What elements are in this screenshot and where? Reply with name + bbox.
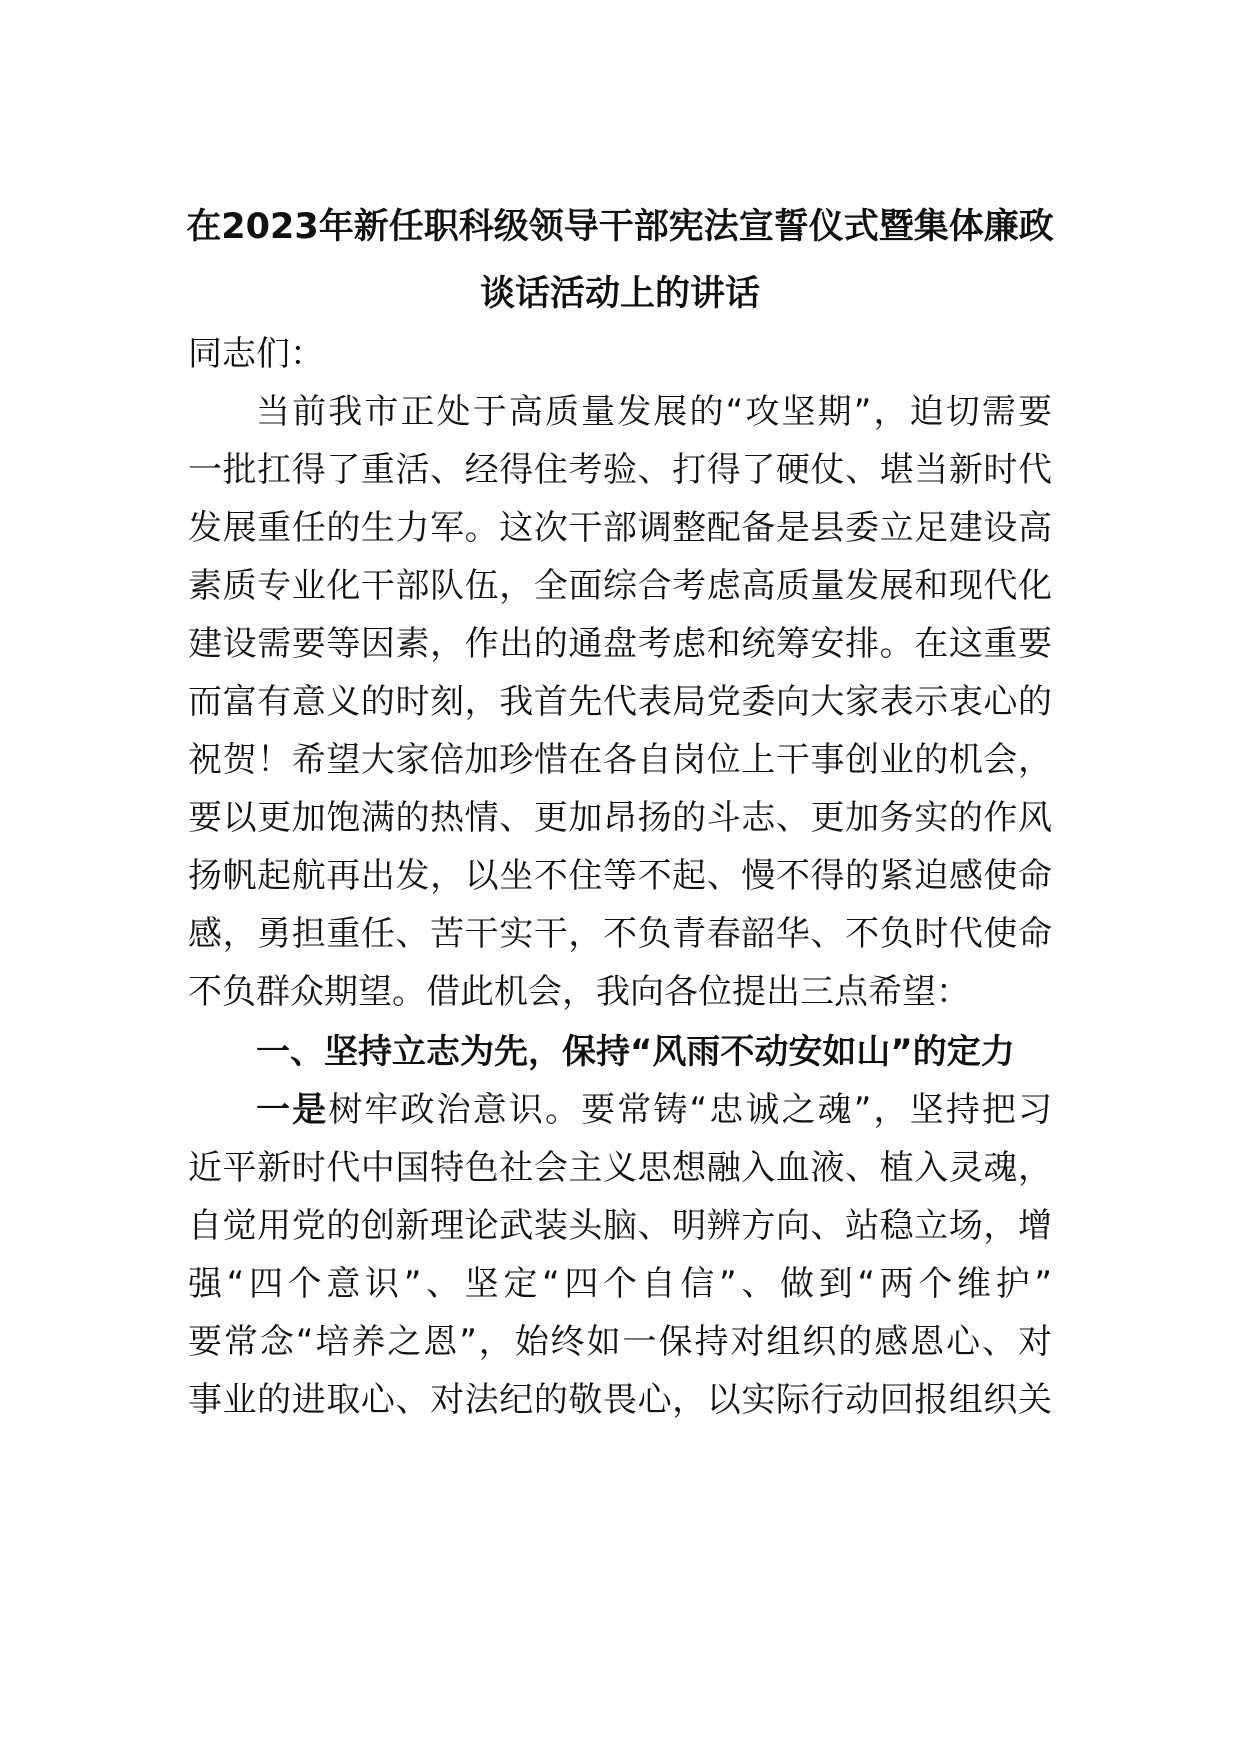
paragraph-line: 事业的进取心、对法纪的敬畏心，以实际行动回报组织关 [188, 1380, 1052, 1420]
paragraph-line: 建设需要等因素，作出的通盘考虑和统筹安排。在这重要 [188, 624, 1052, 664]
section-heading: 一、坚持立志为先，保持“风雨不动安如山”的定力 [256, 1032, 1015, 1072]
point-first-line [188, 1088, 1052, 1132]
paragraph-line: 素质专业化干部队伍，全面综合考虑高质量发展和现代化 [188, 566, 1052, 606]
document-title-line-1: 在2023年新任职科级领导干部宪法宣誓仪式暨集体廉政 [186, 207, 1054, 247]
paragraph-line: 自觉用党的创新理论武装头脑、明辨方向、站稳立场，增 [188, 1206, 1052, 1246]
paragraph-line: 近平新时代中国特色社会主义思想融入血液、植入灵魂， [188, 1148, 1052, 1188]
point-lead: 一是 [256, 1090, 329, 1130]
paragraph-line: 感，勇担重任、苦干实干，不负青春韶华、不负时代使命 [188, 914, 1052, 954]
paragraph-line: 发展重任的生力军。这次干部调整配备是县委立足建设高 [188, 508, 1052, 548]
paragraph-line: 要以更加饱满的热情、更加昂扬的斗志、更加务实的作风 [188, 798, 1052, 838]
paragraph-line: 要常念“培养之恩”，始终如一保持对组织的感恩心、对 [188, 1322, 1052, 1362]
paragraph-line: 强“四个意识”、坚定“四个自信”、做到“两个维护” [188, 1264, 1052, 1304]
document-title-line-2: 谈话活动上的讲话 [479, 274, 760, 314]
paragraph-line: 扬帆起航再出发，以坐不住等不起、慢不得的紧迫感使命 [188, 856, 1052, 896]
paragraph-line: 不负群众期望。借此机会，我向各位提出三点希望： [188, 972, 970, 1012]
paragraph-line: 当前我市正处于高质量发展的“攻坚期”，迫切需要 [256, 392, 1052, 432]
paragraph-line: 而富有意义的时刻，我首先代表局党委向大家表示衷心的 [188, 682, 1052, 722]
paragraph-line: 祝贺！希望大家倍加珍惜在各自岗位上干事创业的机会， [188, 740, 1052, 780]
point-text: 树牢政治意识。要常铸“忠诚之魂”，坚持把习 [328, 1090, 1053, 1130]
paragraph-line: 一批扛得了重活、经得住考验、打得了硬仗、堪当新时代 [188, 450, 1052, 490]
salutation: 同志们： [188, 334, 324, 374]
